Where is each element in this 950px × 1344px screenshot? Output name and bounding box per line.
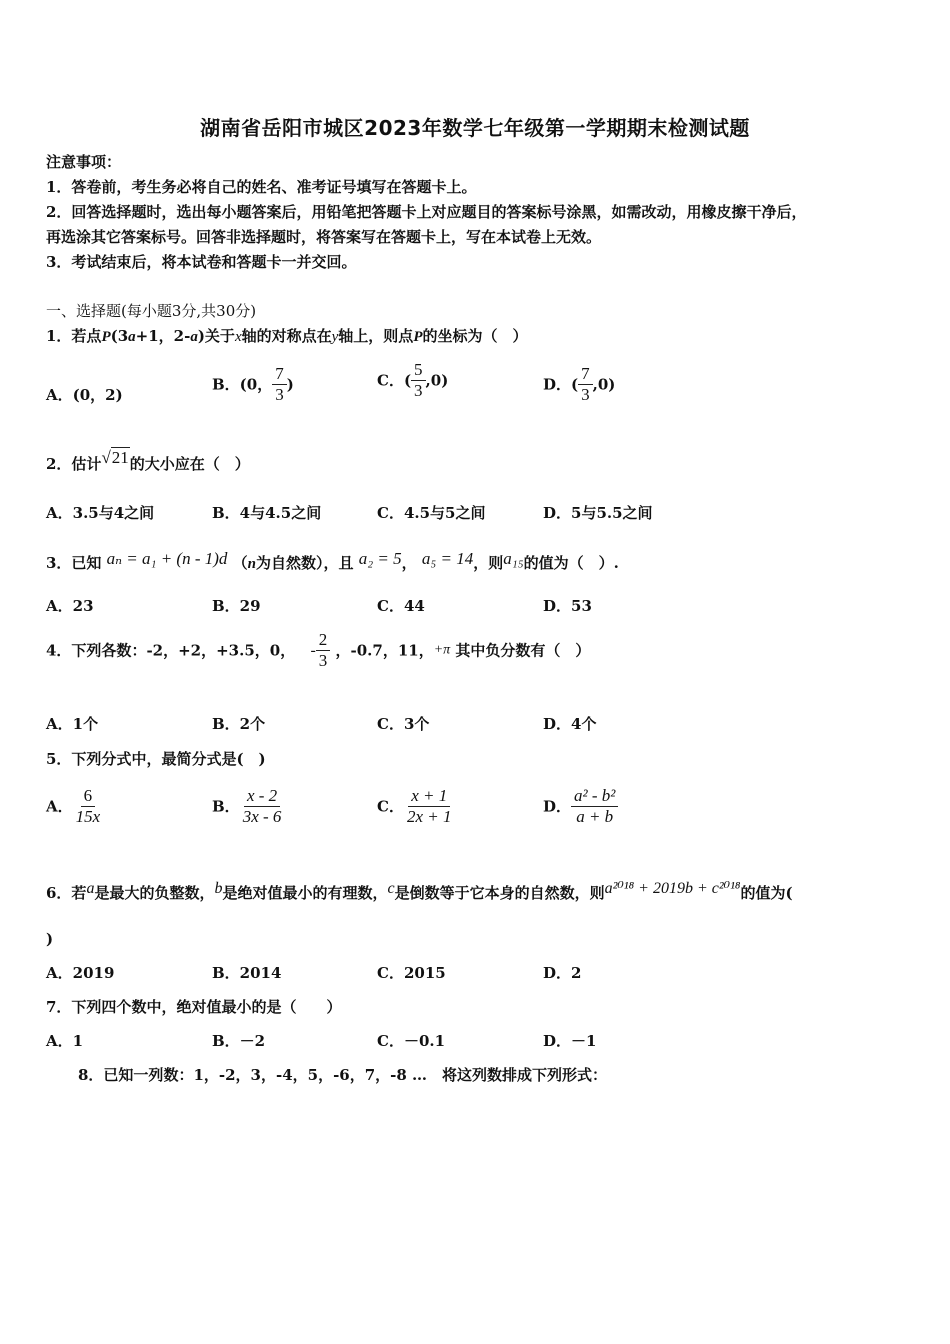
sqrt-expression: √21 (101, 448, 129, 467)
question-2: 2．估计√21的大小应在（ ） (46, 448, 250, 473)
question-1: 1．若点P(3a+1，2-a)关于x轴的对称点在y轴上，则点P的坐标为（ ） (46, 327, 528, 345)
q4-option-c[interactable]: C．3个 (377, 715, 430, 733)
q2-option-a[interactable]: A．3.5与4之间 (46, 504, 155, 522)
formula-a15: a₁₅ (503, 549, 524, 568)
q3-option-b[interactable]: B．29 (212, 597, 261, 615)
question-6: 6．若a是最大的负整数，b是绝对值最小的有理数，c是倒数等于它本身的自然数，则a²⁰¹⁸ + 2019b + c²⁰¹⁸的值为( (46, 880, 793, 902)
formula: aₙ = a₁ + (n - 1)d (106, 549, 228, 568)
q6-option-d[interactable]: D．2 (543, 964, 582, 982)
fraction: $\frac{2}{3}$ (316, 630, 331, 671)
notice-item-3: 3．考试结束后，将本试卷和答题卡一并交回。 (46, 253, 357, 271)
q7-option-b[interactable]: B．－2 (212, 1032, 266, 1050)
question-7: 7．下列四个数中，绝对值最小的是（ ） (46, 998, 342, 1016)
fraction: $\frac{7}{3}$ (272, 364, 287, 405)
question-5: 5．下列分式中，最简分式是( ) (46, 750, 266, 768)
q6-option-c[interactable]: C．2015 (377, 964, 446, 982)
q5-option-d[interactable]: D． $\frac{\text{a² - b²}}{a + b}$ (543, 786, 618, 827)
q5-option-a[interactable]: A． $\frac{6}{15x}$ (46, 786, 101, 826)
section-heading: 一、选择题(每小题3分,共30分) (46, 302, 257, 320)
q2-option-b[interactable]: B．4与4.5之间 (212, 504, 322, 522)
question-8: 8．已知一列数：1，-2，3，-4，5，-6，7，-8 … 将这列数排成下列形式： (78, 1066, 608, 1084)
q5-option-b[interactable]: B． $\frac{x - 2}{3x - 6}$ (212, 786, 282, 826)
q1-option-c[interactable]: C．( $\frac{5}{3}$ ,0) (377, 360, 449, 400)
q4-option-a[interactable]: A．1个 (46, 715, 99, 733)
formula: a²⁰¹⁸ + 2019b + c²⁰¹⁸ (604, 880, 741, 897)
q6-option-b[interactable]: B．2014 (212, 964, 282, 982)
q1-option-b[interactable]: B．(0， $\frac{7}{3}$ ) (212, 364, 294, 404)
notice-item-2-cont: 再选涂其它答案标号。回答非选择题时，将答案写在答题卡上，写在本试卷上无效。 (46, 228, 602, 246)
fraction: $\frac{5}{3}$ (411, 360, 426, 401)
notice-item-1: 1．答卷前，考生务必将自己的姓名、准考证号填写在答题卡上。 (46, 178, 477, 196)
q1-option-d[interactable]: D．( $\frac{7}{3}$ ,0) (543, 364, 616, 404)
q1-option-a[interactable]: A．(0，2) (46, 386, 123, 404)
notice-item-2: 2．回答选择题时，选出每小题答案后，用铅笔把答题卡上对应题目的答案标号涂黑，如需改动，用橡皮擦干净后， (46, 203, 807, 221)
q7-option-a[interactable]: A．1 (46, 1032, 84, 1050)
q3-option-d[interactable]: D．53 (543, 597, 592, 615)
question-4: 4．下列各数：-2，+2，+3.5，0， - $\frac{2}{3}$ ，-0.7，11，+π 其中负分数有（ ） (46, 630, 591, 670)
fraction: $\frac{7}{3}$ (578, 364, 593, 405)
q4-option-b[interactable]: B．2个 (212, 715, 266, 733)
question-3: 3．已知 aₙ = a₁ + (n - 1)d （n为自然数），且 a₂ = 5， a₅ = 14，则a₁₅的值为（ ）. (46, 549, 619, 572)
question-6-close: ) (46, 930, 54, 948)
formula-a2: a₂ = 5 (358, 549, 402, 568)
formula-a5: a₅ = 14 (421, 549, 474, 568)
q7-option-d[interactable]: D．－1 (543, 1032, 597, 1050)
page-title: 湖南省岳阳市城区2023年数学七年级第一学期期末检测试题 (200, 116, 750, 140)
notice-heading: 注意事项： (46, 153, 122, 171)
q4-option-d[interactable]: D．4个 (543, 715, 597, 733)
q3-option-c[interactable]: C．44 (377, 597, 425, 615)
q3-option-a[interactable]: A．23 (46, 597, 94, 615)
q5-option-c[interactable]: C． $\frac{x + 1}{2x + 1}$ (377, 786, 452, 826)
q2-option-c[interactable]: C．4.5与5之间 (377, 504, 486, 522)
q2-option-d[interactable]: D．5与5.5之间 (543, 504, 653, 522)
q7-option-c[interactable]: C．－0.1 (377, 1032, 446, 1050)
q6-option-a[interactable]: A．2019 (46, 964, 115, 982)
